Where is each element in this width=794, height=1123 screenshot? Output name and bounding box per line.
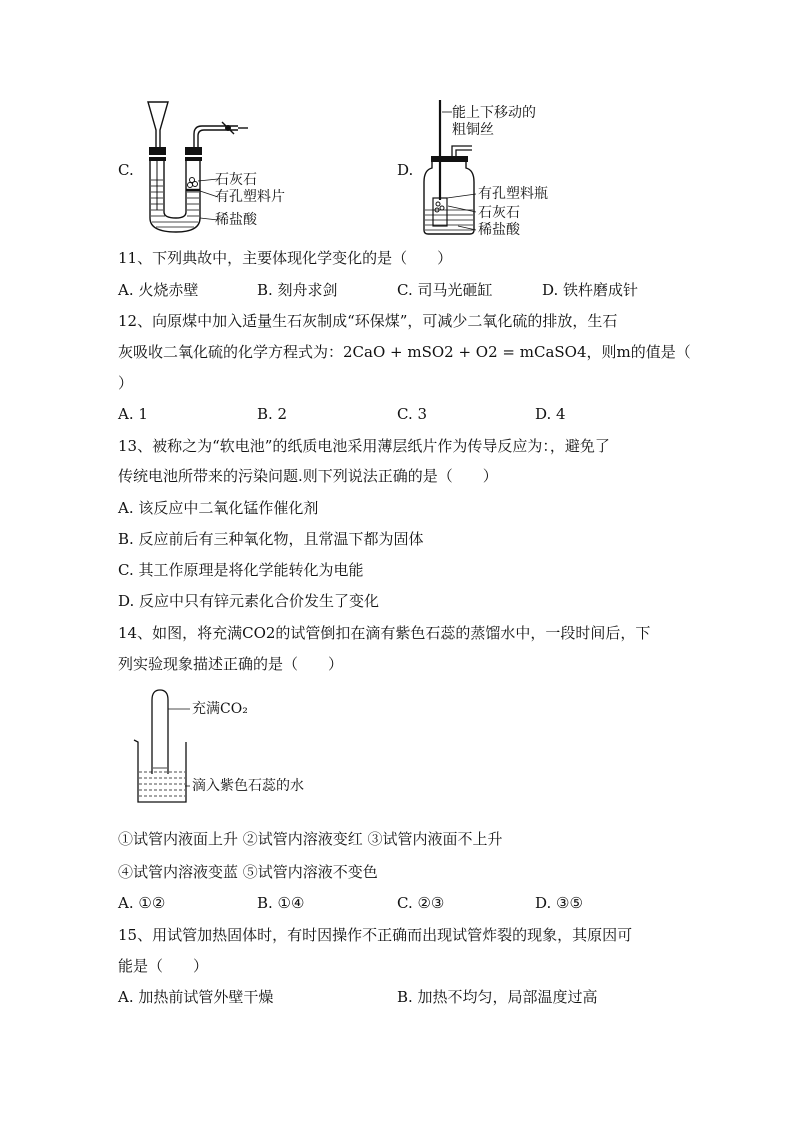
q14-label-co2: 充满CO₂ (192, 701, 248, 717)
q11-option-b: B. 刻舟求剑 (257, 281, 338, 299)
q14-option-a: A. ①② (118, 894, 166, 912)
q15-option-b: B. 加热不均匀，局部温度过高 (397, 988, 598, 1006)
q13-stem-line1: 13、被称之为“软电池”的纸质电池采用薄层纸片作为传导反应为：，避免了 (118, 437, 610, 455)
q12-stem-line3: ） (118, 374, 134, 392)
q15-option-a: A. 加热前试管外壁干燥 (118, 988, 274, 1006)
q12-option-c: C. 3 (397, 405, 428, 423)
q15-stem-line1: 15、用试管加热固体时，有时因操作不正确而出现试管炸裂的现象，其原因可 (118, 926, 633, 944)
q14-label-litmus-water: 滴入紫色石蕊的水 (192, 778, 304, 794)
q11-stem: 11、下列典故中，主要体现化学变化的是（ ） (118, 249, 453, 267)
d-label-movable: 能上下移动的 (452, 105, 536, 121)
q14-option-b: B. ①④ (257, 894, 305, 912)
c-label-limestone: 石灰石 (215, 172, 257, 188)
q11-option-d: D. 铁杵磨成针 (542, 281, 639, 299)
q12-option-a: A. 1 (118, 405, 148, 423)
q12-stem-line2: 灰吸收二氧化硫的化学方程式为：2CaO + mSO2 + O2 = mCaSO4，则m的值是（ (118, 343, 691, 361)
q11-option-a: A. 火烧赤壁 (118, 281, 199, 299)
d-label-perforated-bottle: 有孔塑料瓶 (478, 186, 548, 202)
option-d-figure-label: D. (397, 161, 414, 179)
option-c-figure-label: C. (118, 161, 134, 179)
q14-stem-line1: 14、如图，将充满CO2的试管倒扣在滴有紫色石蕊的蒸馏水中，一段时间后，下 (118, 624, 651, 642)
q13-option-a: A. 该反应中二氧化锰作催化剂 (118, 499, 319, 517)
q14-statements-line2: ④试管内溶液变蓝 ⑤试管内溶液不变色 (118, 863, 378, 881)
q14-option-d: D. ③⑤ (535, 894, 583, 912)
q13-option-c: C. 其工作原理是将化学能转化为电能 (118, 561, 364, 579)
q11-option-c: C. 司马光砸缸 (397, 281, 493, 299)
u-tube-apparatus-diagram (140, 100, 270, 230)
d-label-dilute-acid: 稀盐酸 (478, 222, 520, 238)
q14-option-c: C. ②③ (397, 894, 445, 912)
d-label-limestone: 石灰石 (478, 205, 520, 221)
q13-option-b: B. 反应前后有三种氧化物，且常温下都为固体 (118, 530, 424, 548)
q14-statements-line1: ①试管内液面上升 ②试管内溶液变红 ③试管内液面不上升 (118, 830, 503, 848)
c-label-dilute-acid: 稀盐酸 (215, 212, 257, 228)
q13-option-d: D. 反应中只有锌元素化合价发生了变化 (118, 592, 380, 610)
q15-stem-line2: 能是（ ） (118, 957, 209, 975)
d-label-copper-wire: 粗铜丝 (452, 122, 494, 138)
q14-stem-line2: 列实验现象描述正确的是（ ） (118, 655, 344, 673)
c-label-perforated-plate: 有孔塑料片 (215, 189, 285, 205)
q12-option-b: B. 2 (257, 405, 288, 423)
q13-stem-line2: 传统电池所带来的污染问题.则下列说法正确的是（ ） (118, 467, 498, 485)
q12-option-d: D. 4 (535, 405, 566, 423)
q12-stem-line1: 12、向原煤中加入适量生石灰制成“环保煤”，可减少二氧化硫的排放，生石 (118, 312, 618, 330)
